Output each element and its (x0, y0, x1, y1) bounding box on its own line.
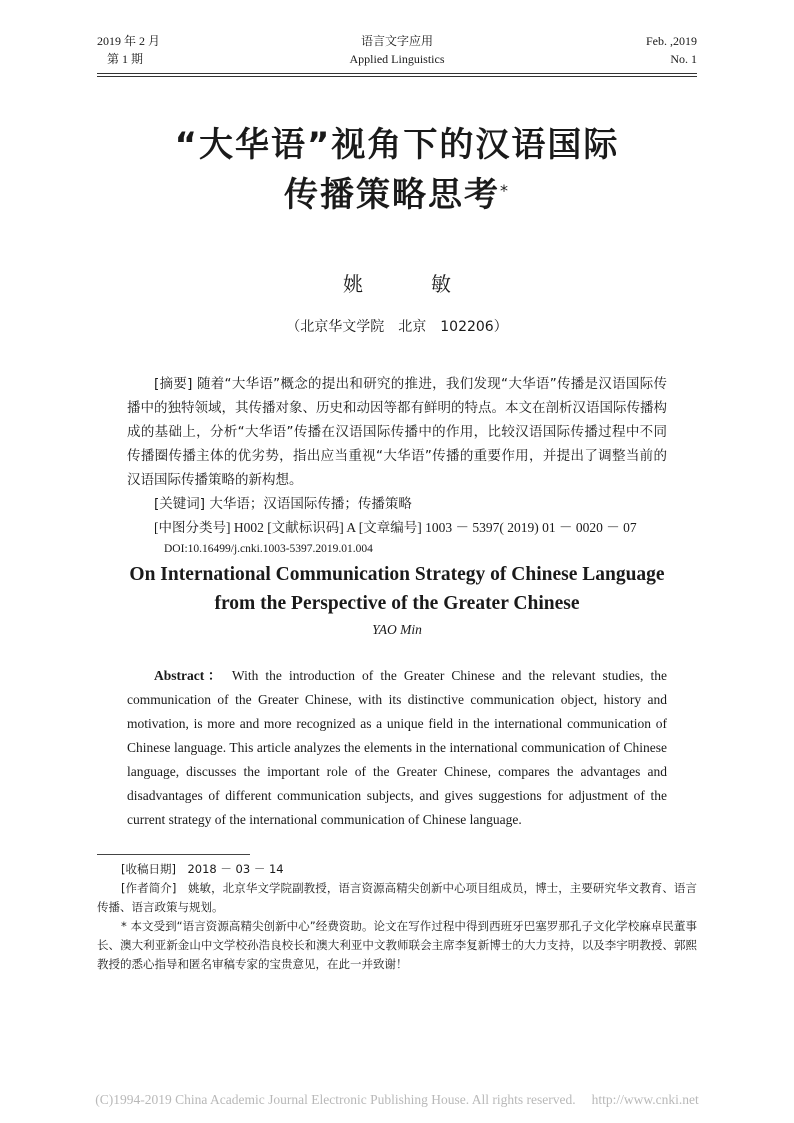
footnote-rule (97, 854, 250, 855)
abstract-en-text: With the introduction of the Greater Chinese and the relevant studies, the communication of the Greater Chinese, with its distinctive communication object, history and motivation, is more and more recognized as a unique field in the international communication of Chinese language. This article analyzes the elements in the international communication of Chinese language, discusses the important role of the Greater Chinese, compares the advantages and disadvantages of different communication subjects, and gives suggestions for adjustment of the current strategy of the international communication of Chinese language. (127, 668, 667, 827)
title-en-line1: On International Communication Strategy of Chinese Language (129, 564, 665, 585)
abstract-en-label: Abstract： (154, 668, 226, 683)
header-journal (297, 32, 497, 68)
header-issue-en-line: No. 1 (670, 52, 697, 66)
title-cn-line1: “大华语”视角下的汉语国际 (174, 125, 620, 165)
title-cn-line2: 传播策略思考 (284, 175, 500, 215)
abstract-cn: [摘要] 随着“大华语”概念的提出和研究的推进，我们发现“大华语”传播是汉语国际传播中的独特领域，其传播对象、历史和动因等都有鲜明的特点。本文在剖析汉语国际传播构成的基础上，分析“大华语”传播在汉语国际传播中的作用，比较汉语国际传播过程中不同传播圈传播主体的优劣势，指出应当重视“大华语”传播的重要作用，并提出了调整当前的汉语国际传播策略的新构想。 (127, 376, 667, 488)
classification-line: [中图分类号] H002 [文献标识码] A [文章编号] 1003 － 5397( 2019) 01 － 0020 － 07 (154, 520, 637, 535)
footnote-acknowledgement: * 本文受到“语言资源高精尖创新中心”经费资助。论文在写作过程中得到西班牙巴塞罗那孔子文化学校麻卓民董事长、澳大利亚新金山中文学校孙浩良校长和澳大利亚中文教师联会主席李复新博士的大力支持，以及李宇明教授、郭熙教授的悉心指导和匿名审稿专家的宝贵意见，在此一并致谢！ (97, 919, 697, 971)
footer-watermark (0, 1092, 794, 1108)
header-rule (97, 73, 697, 77)
journal-name-en: Applied Linguistics (349, 52, 445, 66)
header-issue-line: 第 1 期 (107, 52, 144, 66)
doi: DOI:10.16499/j.cnki.1003-5397.2019.01.004 (164, 543, 373, 555)
author-cn: 姚 敏 (343, 272, 475, 296)
abstract-en (127, 664, 667, 832)
footer-url[interactable]: http://www.cnki.net (591, 1092, 699, 1107)
footer-copyright: (C)1994-2019 China Academic Journal Electronic Publishing House. All rights reserved. (95, 1092, 576, 1107)
title-en (97, 560, 697, 618)
keywords-cn: [关键词] 大华语；汉语国际传播；传播策略 (154, 496, 412, 512)
header-date-line: 2019 年 2 月 (97, 34, 161, 48)
header-date-en (646, 32, 697, 68)
affiliation-cn: （北京华文学院 北京 102206） (286, 319, 508, 335)
title-footnote-mark: * (500, 181, 510, 200)
title-en-line2: from the Perspective of the Greater Chinese (214, 593, 580, 614)
author-en: YAO Min (372, 622, 422, 637)
footnote-received-date: [收稿日期] 2018 － 03 － 14 (121, 862, 284, 876)
header-date-en-line: Feb. ,2019 (646, 34, 697, 48)
title-cn (97, 120, 697, 220)
journal-name-cn: 语言文字应用 (360, 34, 433, 48)
footnote-author-bio: [作者简介] 姚敏，北京华文学院副教授，语言资源高精尖创新中心项目组成员，博士，主要研究华文教育、语言传播、语言政策与规划。 (97, 881, 697, 914)
header-date (97, 32, 160, 68)
